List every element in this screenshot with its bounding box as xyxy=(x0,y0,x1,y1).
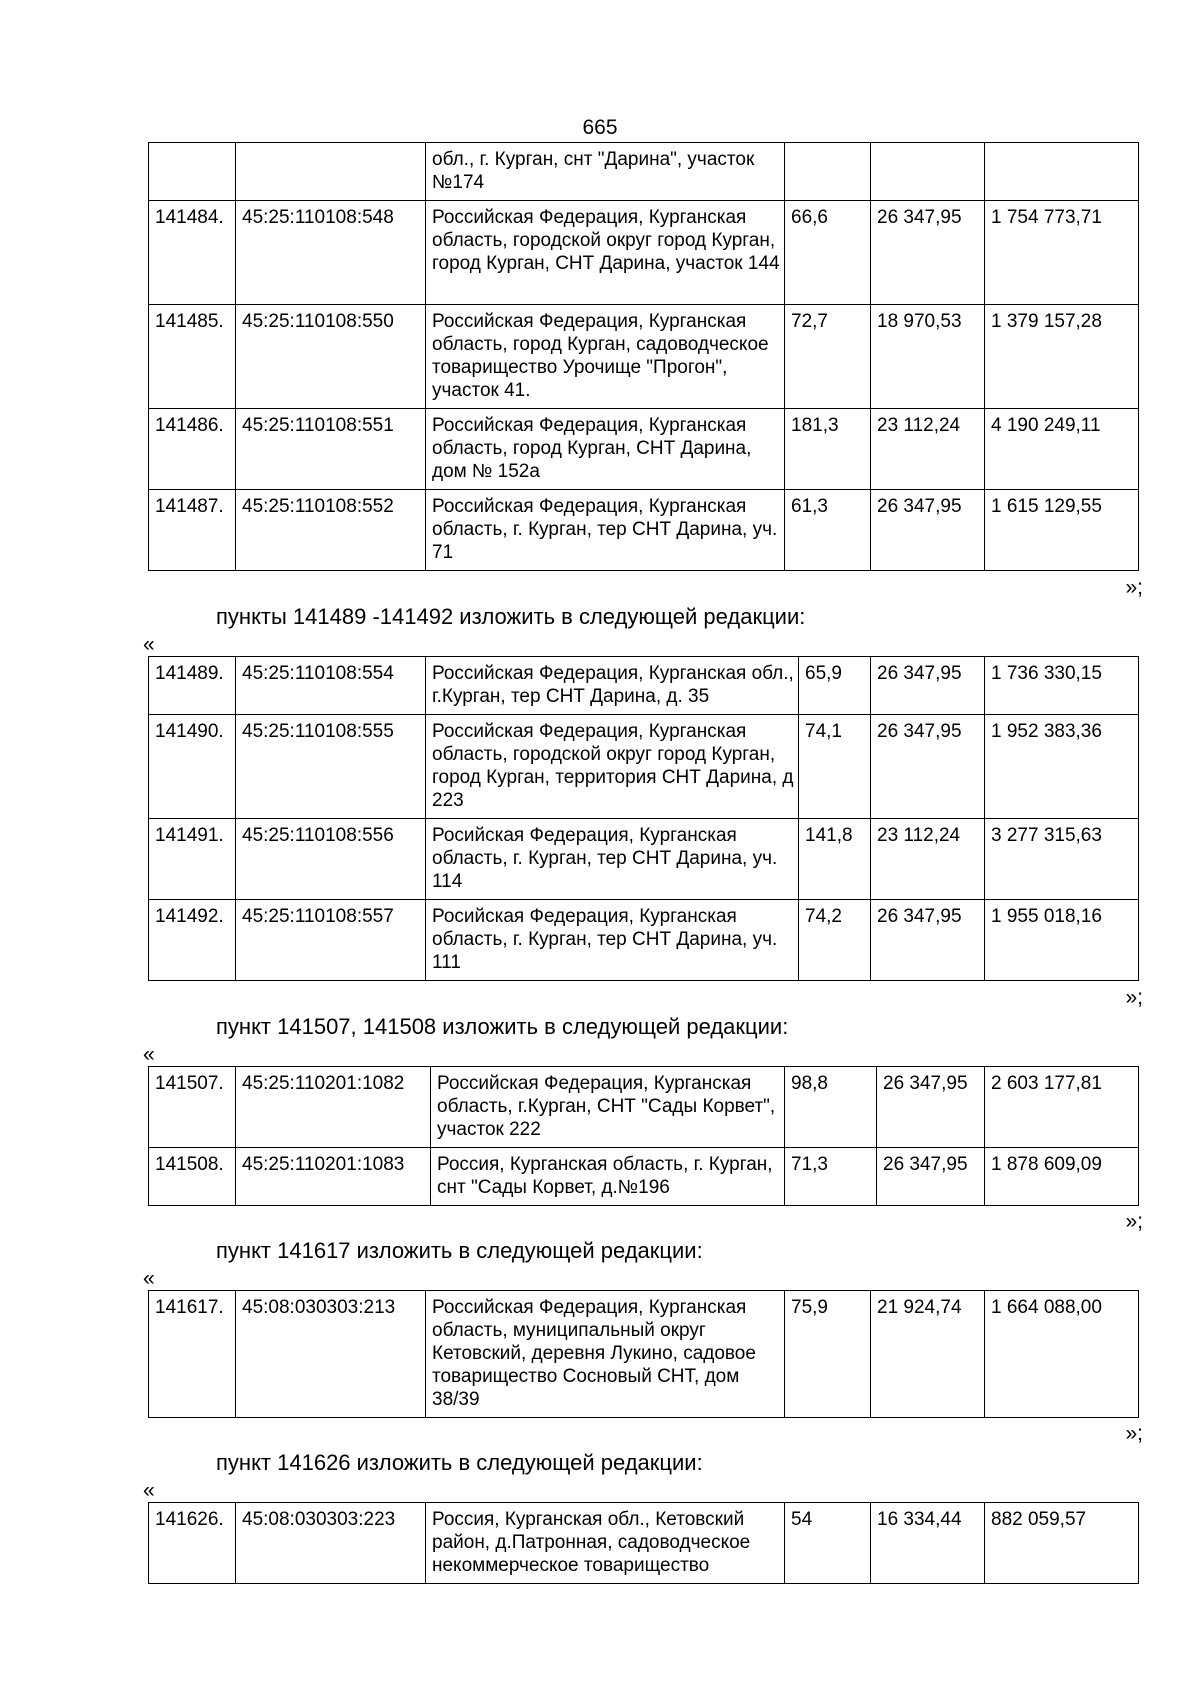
instruction-text: пункт 141626 изложить в следующей редакции: xyxy=(216,1450,703,1475)
closing-quote: »; xyxy=(1125,576,1143,599)
table-row xyxy=(149,715,1139,819)
property-table-141489 xyxy=(148,656,1139,981)
row-number: 141626. xyxy=(149,1503,236,1584)
area xyxy=(785,143,871,201)
cadastral-value: 1 379 157,28 xyxy=(985,305,1139,409)
table-row xyxy=(149,409,1139,490)
table-row xyxy=(149,900,1139,981)
address: Российская Федерация, Курганская обл., г.Курган, тер СНТ Дарина, д. 35 xyxy=(426,657,799,715)
property-table-continued xyxy=(148,142,1139,571)
unit-price: 26 347,95 xyxy=(871,715,985,819)
instruction-text: пункт 141617 изложить в следующей редакции: xyxy=(216,1238,703,1263)
instruction-text: пункты 141489 -141492 изложить в следующей редакции: xyxy=(216,604,806,629)
unit-price: 18 970,53 xyxy=(871,305,985,409)
row-number: 141486. xyxy=(149,409,236,490)
row-number: 141487. xyxy=(149,490,236,571)
cadastral-number: 45:25:110108:551 xyxy=(236,409,426,490)
table-row xyxy=(149,490,1139,571)
cadastral-value: 1 736 330,15 xyxy=(985,657,1139,715)
address: Российская Федерация, Курганская область, г.Курган, СНТ "Сады Корвет", участок 222 xyxy=(431,1067,785,1148)
address: Российская Федерация, Курганская область, город Курган, садоводческое товарищество Урочище "Прогон", участок 41. xyxy=(426,305,785,409)
instruction-text: пункт 141507, 141508 изложить в следующей редакции: xyxy=(216,1014,789,1039)
unit-price: 16 334,44 xyxy=(871,1503,985,1584)
unit-price: 26 347,95 xyxy=(871,900,985,981)
table-row xyxy=(149,1291,1139,1418)
area: 181,3 xyxy=(785,409,871,490)
address: Российская Федерация, Курганская область, город Курган, СНТ Дарина, дом № 152а xyxy=(426,409,785,490)
address: обл., г. Курган, снт "Дарина", участок №174 xyxy=(426,143,785,201)
cadastral-value: 1 664 088,00 xyxy=(985,1291,1139,1418)
row-number: 141490. xyxy=(149,715,236,819)
area: 74,1 xyxy=(799,715,871,819)
property-table-141626 xyxy=(148,1502,1139,1584)
cadastral-number: 45:25:110108:557 xyxy=(236,900,426,981)
cadastral-value xyxy=(985,143,1139,201)
cadastral-value: 1 615 129,55 xyxy=(985,490,1139,571)
cadastral-number: 45:25:110108:556 xyxy=(236,819,426,900)
area: 71,3 xyxy=(785,1148,877,1206)
unit-price: 26 347,95 xyxy=(871,201,985,305)
unit-price: 23 112,24 xyxy=(871,819,985,900)
cadastral-value: 1 955 018,16 xyxy=(985,900,1139,981)
cadastral-value: 882 059,57 xyxy=(985,1503,1139,1584)
cadastral-number: 45:08:030303:213 xyxy=(236,1291,426,1418)
row-number: 141491. xyxy=(149,819,236,900)
area: 54 xyxy=(785,1503,871,1584)
table-row xyxy=(149,1503,1139,1584)
page-number: 665 xyxy=(582,116,618,139)
cadastral-number: 45:25:110108:550 xyxy=(236,305,426,409)
opening-quote: « xyxy=(143,1267,155,1290)
property-table-141617 xyxy=(148,1290,1139,1418)
row-number: 141508. xyxy=(149,1148,236,1206)
area: 98,8 xyxy=(785,1067,877,1148)
row-number: 141507. xyxy=(149,1067,236,1148)
area: 74,2 xyxy=(799,900,871,981)
table-row xyxy=(149,305,1139,409)
address: Россия, Курганская область, г. Курган, снт "Сады Корвет, д.№196 xyxy=(431,1148,785,1206)
address: Росийская Федерация, Курганская область, г. Курган, тер СНТ Дарина, уч. 114 xyxy=(426,819,799,900)
unit-price: 23 112,24 xyxy=(871,409,985,490)
unit-price: 26 347,95 xyxy=(877,1067,985,1148)
table-row xyxy=(149,1067,1139,1148)
address: Российская Федерация, Курганская область, городской округ город Курган, город Курган, территория СНТ Дарина, д 223 xyxy=(426,715,799,819)
cadastral-number: 45:25:110108:548 xyxy=(236,201,426,305)
table-row xyxy=(149,657,1139,715)
address: Росийская Федерация, Курганская область, г. Курган, тер СНТ Дарина, уч. 111 xyxy=(426,900,799,981)
row-number: 141484. xyxy=(149,201,236,305)
opening-quote: « xyxy=(143,1479,155,1502)
area: 66,6 xyxy=(785,201,871,305)
area: 141,8 xyxy=(799,819,871,900)
table-row xyxy=(149,201,1139,305)
property-table-141507 xyxy=(148,1066,1139,1206)
row-number: 141492. xyxy=(149,900,236,981)
cadastral-value: 1 878 609,09 xyxy=(985,1148,1139,1206)
cadastral-value: 1 952 383,36 xyxy=(985,715,1139,819)
closing-quote: »; xyxy=(1125,986,1143,1009)
cadastral-value: 4 190 249,11 xyxy=(985,409,1139,490)
address: Российская Федерация, Курганская область, городской округ город Курган, город Курган, СНТ Дарина, участок 144 xyxy=(426,201,785,305)
opening-quote: « xyxy=(143,1043,155,1066)
area: 72,7 xyxy=(785,305,871,409)
table-row xyxy=(149,819,1139,900)
closing-quote: »; xyxy=(1125,1210,1143,1233)
address: Россия, Курганская обл., Кетовский район, д.Патронная, садоводческое некоммерческое товарищество xyxy=(426,1503,785,1584)
area: 75,9 xyxy=(785,1291,871,1418)
opening-quote: « xyxy=(143,633,155,656)
unit-price xyxy=(871,143,985,201)
area: 65,9 xyxy=(799,657,871,715)
cadastral-number xyxy=(236,143,426,201)
area: 61,3 xyxy=(785,490,871,571)
table-row xyxy=(149,143,1139,201)
row-number: 141485. xyxy=(149,305,236,409)
unit-price: 21 924,74 xyxy=(871,1291,985,1418)
cadastral-number: 45:08:030303:223 xyxy=(236,1503,426,1584)
closing-quote: »; xyxy=(1125,1422,1143,1445)
cadastral-number: 45:25:110108:555 xyxy=(236,715,426,819)
unit-price: 26 347,95 xyxy=(871,657,985,715)
cadastral-number: 45:25:110108:554 xyxy=(236,657,426,715)
row-number: 141617. xyxy=(149,1291,236,1418)
cadastral-value: 3 277 315,63 xyxy=(985,819,1139,900)
cadastral-value: 2 603 177,81 xyxy=(985,1067,1139,1148)
cadastral-number: 45:25:110108:552 xyxy=(236,490,426,571)
cadastral-number: 45:25:110201:1083 xyxy=(236,1148,431,1206)
address: Российская Федерация, Курганская область, г. Курган, тер СНТ Дарина, уч. 71 xyxy=(426,490,785,571)
unit-price: 26 347,95 xyxy=(877,1148,985,1206)
row-number: 141489. xyxy=(149,657,236,715)
cadastral-value: 1 754 773,71 xyxy=(985,201,1139,305)
table-row xyxy=(149,1148,1139,1206)
unit-price: 26 347,95 xyxy=(871,490,985,571)
cadastral-number: 45:25:110201:1082 xyxy=(236,1067,431,1148)
row-number xyxy=(149,143,236,201)
address: Российская Федерация, Курганская область, муниципальный округ Кетовский, деревня Лукино, садовое товарищество Сосновый СНТ, дом 38/39 xyxy=(426,1291,785,1418)
